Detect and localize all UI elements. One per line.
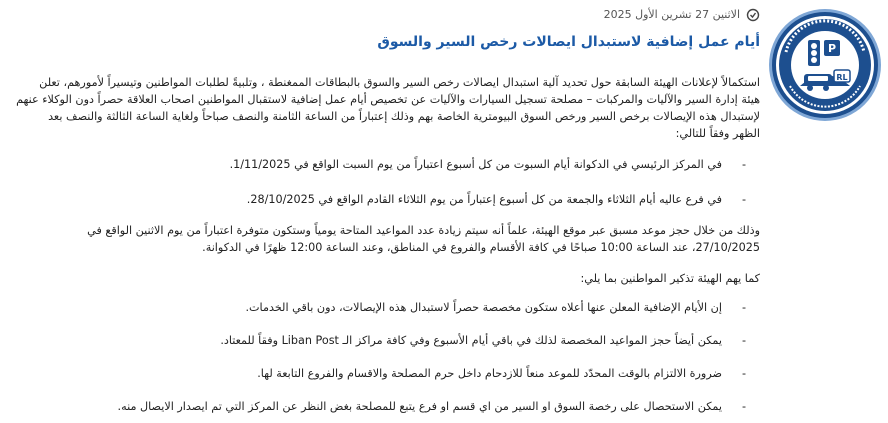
svg-text:P: P <box>827 42 837 55</box>
intro-line: الظهر وفقاً للتالي: <box>675 127 760 140</box>
reminder-item: - يمكن الاستحصال على رخصة السوق او السير من اي قسم او فرع يتبع للمصلحة بغض النظر عن المركز التي تم ايصدار الايصال منه. <box>10 398 760 415</box>
intro-line: استكمالاً لإعلانات الهيئة السابقة حول تحديد آلية استبدال ايصالات رخص السير والسوق بالبطاقات الممغنطة ، وتلبيةً لطلبات المواطنين وتيسيراً لأمورهم، تعلن <box>39 76 760 89</box>
booking-line: وذلك من خلال حجز موعد مسبق عبر موقع الهيئة، علماً أنه سيتم زيادة عدد المواعيد المتاحة يومياً وستكون متوفرة اعتباراً من يوم الاثنين الواقع في <box>87 224 760 237</box>
intro-line: لإستبدال هذه الإيصالات برخص السير ورخص السوق البيومترية الخاصة بهم وذلك إعتباراً من الساعة الثامنة والنصف صباحاً ولغاية الساعة الثالثة والنصف بعد <box>48 110 760 123</box>
dateline <box>10 6 760 24</box>
article <box>10 6 760 415</box>
calendar-icon <box>746 8 760 22</box>
publish-date: الاثنين 27 تشرين الأول 2025 <box>603 8 740 21</box>
schedule-item: - في فرع عاليه أيام الثلاثاء والجمعة من كل أسبوع إعتباراً من يوم الثلاثاء القادم الواقع في 28/10/2025. <box>10 191 760 208</box>
booking-paragraph <box>10 222 760 256</box>
schedule-item: - في المركز الرئيسي في الدكوانة أيام السبوت من كل أسبوع اعتباراً من يوم السبت الواقع في 1/11/2025. <box>10 156 760 173</box>
intro-line: هيئة إدارة السير والآليات والمركبات – مصلحة تسجيل السيارات والآليات عن تخصيص أيام عمل إضافية لاستقبال المواطنين اصحاب العلاقة حصراً دون الوكلاء عنهم <box>16 93 760 106</box>
reminder-item: - إن الأيام الإضافية المعلن عنها أعلاه ستكون مخصصة حصراً لاستبدال هذه الإيصالات، دون باقي الخدمات. <box>10 299 760 316</box>
traffic-authority-logo <box>768 8 882 122</box>
logo-badge: RL <box>836 73 848 82</box>
reminder-heading: كما يهم الهيئة تذكير المواطنين بما يلي: <box>580 272 760 285</box>
reminder-item: - ضرورة الالتزام بالوقت المحدّد للموعد منعاً للازدحام داخل حرم المصلحة والاقسام والفروع التابعة لها. <box>10 365 760 382</box>
booking-line: 27/10/2025، عند الساعة 10:00 صباحًا في كافة الأقسام والفروع في المناطق، وعند الساعة 12:00 ظهرًا في الدكوانة. <box>202 241 760 254</box>
reminder-item: - يمكن أيضاً حجز المواعيد المخصصة لذلك في باقي أيام الأسبوع وفي كافة مراكز الـ Liban Post وفقاً للمعتاد. <box>10 332 760 349</box>
intro-paragraph <box>10 74 760 142</box>
article-title: أيام عمل إضافية لاستبدال ايصالات رخص السير والسوق <box>377 34 760 50</box>
